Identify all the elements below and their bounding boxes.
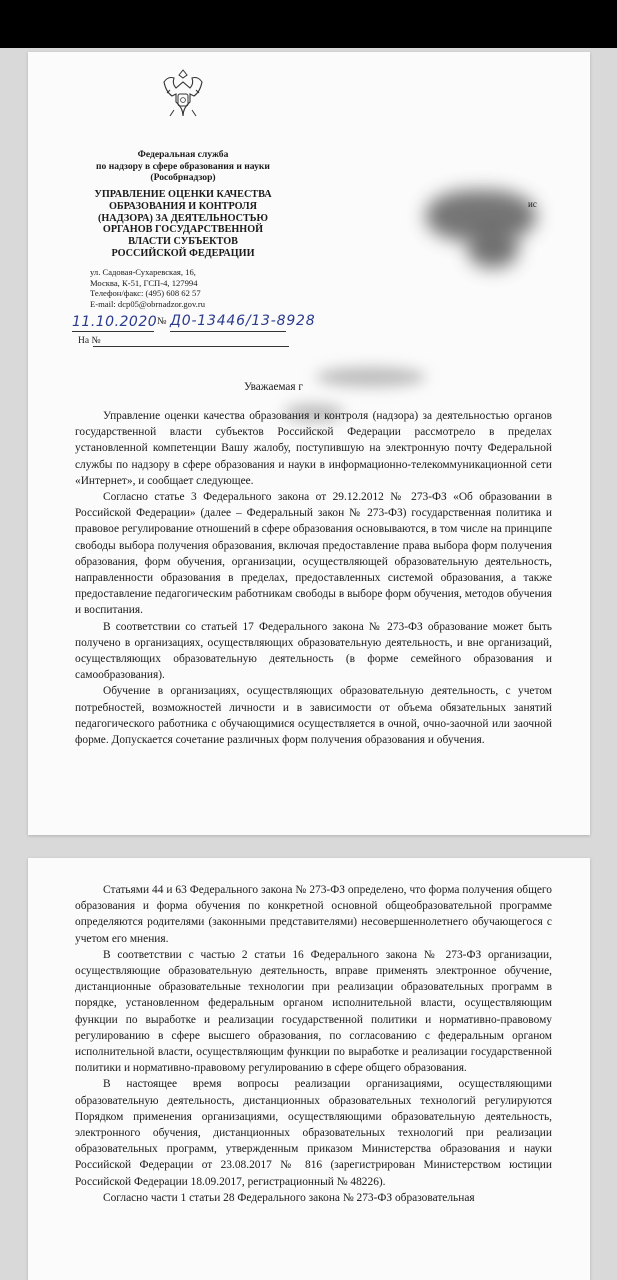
salutation: Уважаемая г	[244, 381, 303, 393]
paragraph: В настоящее время вопросы реализации организациями, осуществляющими образовательную деятельность, дистанционных образовательных технологий регулируются Порядком применения организациями, осуществляющими образовательную деятельность, электронного обучения, дистанционных образовательных технологий при реализации образовательных программ, утвержденным приказом Министерства образования и науки Российской Федерации от 23.08.2017 № 816 (зарегистрирован Министерством юстиции Российской Федерации 18.09.2017, регистрационный № 48226).	[75, 1078, 552, 1188]
address-line: ул. Садовая-Сухаревская, 16,	[90, 267, 196, 277]
date-underline	[72, 331, 154, 332]
agency-line: (Рособрнадзор)	[150, 172, 216, 184]
document-page-2	[28, 858, 590, 1280]
paragraph: В соответствии со статьей 17 Федерального закона № 273-ФЗ образование может быть получено в организациях, осуществляющих образовательную деятельность, и вне организаций, осуществляющих образовательную деятельность (в форме семейного образования и самообразования).	[75, 620, 552, 682]
redaction-blur	[316, 367, 426, 387]
reference-number-label: На №	[78, 336, 101, 346]
status-bar	[0, 0, 617, 48]
department-line: РОССИЙСКОЙ ФЕДЕРАЦИИ	[111, 247, 255, 259]
address-line: Москва, К-51, ГСП-4, 127994	[90, 277, 198, 288]
address-email: E-mail: dcp05@obrnadzor.gov.ru	[90, 298, 205, 309]
paragraph: Согласно части 1 статьи 28 Федерального закона № 273-ФЗ образовательная	[103, 1191, 475, 1204]
letter-body-page-1	[75, 408, 552, 748]
department-line: ВЛАСТИ СУБЪЕКТОВ	[128, 236, 238, 248]
address-block	[90, 267, 290, 309]
reference-underline	[93, 346, 289, 347]
paragraph: В соответствии с частью 2 статьи 16 Федерального закона № 273-ФЗ организации, осуществляющие образовательную деятельность, вправе применять электронное обучение, дистанционные образовательные технологии при реализации образовательных программ в порядке, установленном федеральным органом исполнительной власти, осуществляющим функции по выработке и реализации государственной политики и нормативно-правовому регулированию в сфере высшего образования, по согласованию с федеральным органом исполнительной власти, осуществляющим функции по выработке и реализации государственной политики и нормативно-правовому регулированию в сфере общего образования.	[75, 948, 552, 1075]
department-name	[78, 189, 288, 260]
paragraph: Статьями 44 и 63 Федерального закона № 273-ФЗ определено, что форма получения общего образования и форма обучения по конкретной основной общеобразовательной программе определяются родителями (законными представителями) несовершеннолетнего обучающегося с учетом его мнения.	[75, 884, 552, 945]
coat-of-arms-emblem-icon	[156, 64, 210, 128]
handwritten-date: 11.10.2020	[72, 314, 158, 330]
letter-body-page-2	[75, 882, 552, 1206]
paragraph: Согласно статье 3 Федерального закона от 29.12.2012 № 273-ФЗ «Об образовании в Российской Федерации» (далее – Федеральный закон № 273-ФЗ) государственная политика и правовое регулирование отношений в сфере образования основываются, в том числе на принципе свободы выбора получения образования, включая предоставление права выбора форм получения образования, форм обучения, организации, осуществляющей образовательную деятельность, направленности образования в пределах, предоставленных системой образования, а также предоставление педагогическим работникам свободы в выборе форм обучения, методов обучения и воспитания.	[75, 491, 552, 617]
document-page-1	[28, 52, 590, 835]
redaction-scribble	[468, 228, 518, 268]
address-line: Телефон/факс: (495) 608 62 57	[90, 288, 201, 299]
number-label: №	[157, 316, 167, 327]
handwritten-registration-number: Д0-13446/13-8928	[170, 313, 316, 329]
recipient-fragment: ис	[528, 199, 537, 209]
number-underline	[170, 331, 286, 332]
department-line: УПРАВЛЕНИЕ ОЦЕНКИ КАЧЕСТВА	[94, 189, 272, 200]
department-line: ОРГАНОВ ГОСУДАРСТВЕННОЙ	[102, 224, 264, 236]
department-line: ОБРАЗОВАНИЯ И КОНТРОЛЯ	[108, 200, 258, 212]
agency-line: Федеральная служба	[137, 149, 229, 160]
paragraph: Обучение в организациях, осуществляющих образовательную деятельность, с учетом потребностей, возможностей личности и в зависимости от объема обязательных занятий педагогического работника с обучающимися осуществляется в очной, очно-заочной или заочной форме. Допускается сочетание различных форм получения образования и обучения.	[75, 685, 552, 747]
paragraph: Управление оценки качества образования и контроля (надзора) за деятельностью органов государственной власти субъектов Российской Федерации рассмотрело в пределах установленной компетенции Вашу жалобу, поступившую на электронную почту Федеральной службы по надзору в сфере образования и науки в информационно-телекоммуникационной сети «Интернет», и сообщает следующее.	[75, 410, 552, 487]
department-line: (НАДЗОРА) ЗА ДЕЯТЕЛЬНОСТЬЮ	[97, 212, 268, 224]
agency-line: по надзору в сфере образования и науки	[96, 160, 270, 172]
agency-name	[78, 149, 288, 184]
